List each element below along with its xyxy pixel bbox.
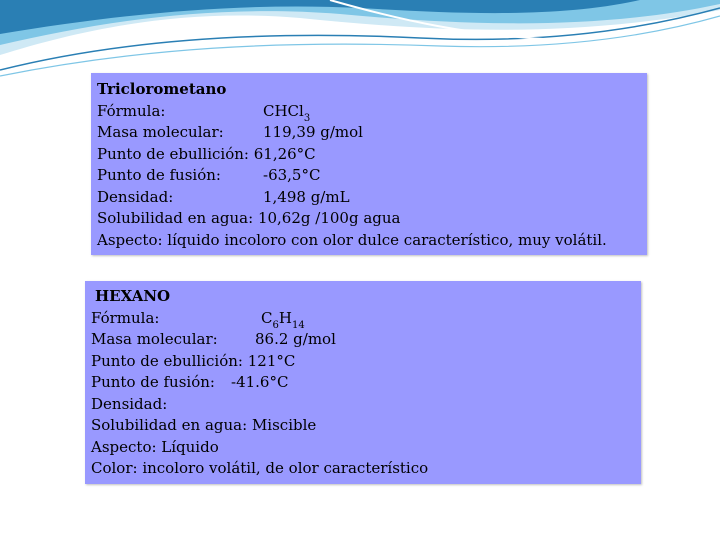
molar-mass-row [97, 122, 647, 144]
molar-mass-label: Masa molecular: [91, 330, 218, 348]
density-row [97, 187, 647, 209]
molar-mass-value: 119,39 g/mol [263, 123, 363, 141]
boiling-point-row: Punto de ebullición: 121°C [91, 351, 296, 370]
molar-mass-value: 86.2 g/mol [255, 330, 336, 348]
melting-value: -63,5°C [263, 166, 321, 184]
melting-value: -41.6°C [231, 373, 289, 391]
molar-mass-label: Masa molecular: [97, 123, 224, 141]
chloroform-card [91, 73, 647, 255]
boiling-point-row: Punto de ebullición: 61,26°C [97, 144, 316, 163]
formula-value: $C_6H_{14}$ [261, 308, 305, 331]
card-title: Triclorometano [97, 80, 227, 98]
molar-mass-row [91, 329, 641, 351]
melting-label: Punto de fusión: [91, 373, 215, 391]
melting-point-row [97, 165, 647, 187]
melting-label: Punto de fusión: [97, 166, 221, 184]
hexane-card [85, 281, 641, 484]
density-label: Densidad: [97, 187, 174, 206]
formula-value: CHCl$_3$ [263, 101, 311, 124]
appearance-row: Aspecto: Líquido [91, 437, 219, 456]
formula-label: Fórmula: [97, 101, 166, 120]
card-title: HEXANO [95, 287, 171, 305]
color-row: Color: incoloro volátil, de olor característico [91, 459, 429, 477]
density-value: 1,498 g/mL [263, 187, 350, 206]
melting-point-row [91, 372, 641, 394]
formula-row [97, 101, 647, 123]
solubility-row: Solubilidad en agua: Miscible [91, 416, 317, 434]
density-row: Densidad: [91, 394, 168, 413]
solubility-row: Solubilidad en agua: 10,62g /100g agua [97, 209, 401, 227]
formula-row [91, 308, 641, 330]
appearance-row: Aspecto: líquido incoloro con olor dulce característico, muy volátil. [97, 230, 607, 249]
formula-label: Fórmula: [91, 308, 160, 327]
